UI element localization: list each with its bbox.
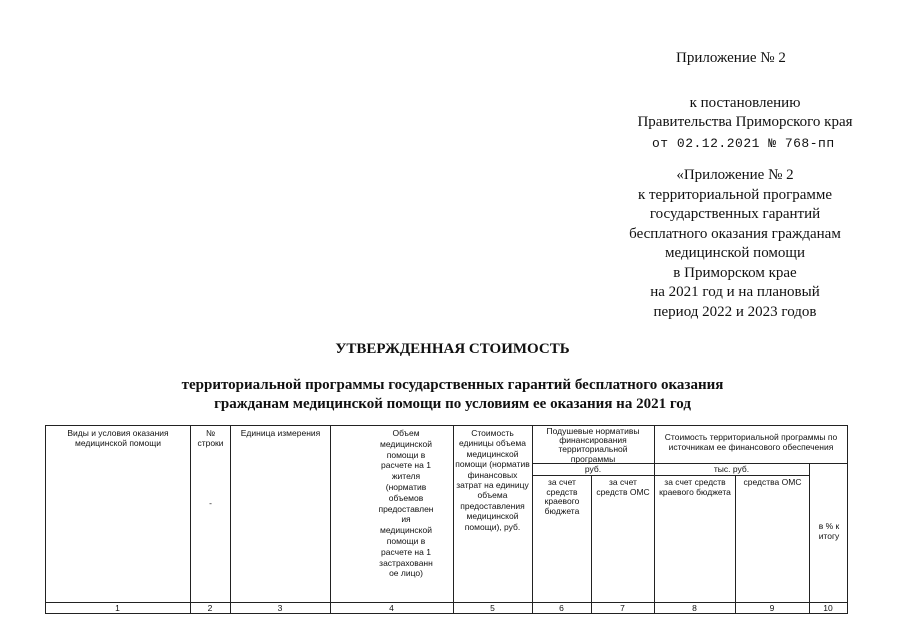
- table-border-top: [45, 425, 848, 426]
- column-number: 3: [277, 604, 283, 613]
- column-divider: [735, 475, 736, 614]
- header-service-type: Виды и условия оказания медицинской помощи: [67, 429, 169, 448]
- header-unit-rub: руб.: [584, 464, 602, 474]
- subtitle-line: гражданам медицинской помощи по условиям ее оказания на 2021 год: [214, 396, 691, 412]
- header-unit: Единица измерения: [240, 429, 321, 438]
- header-row-number: № строки: [197, 429, 224, 448]
- header-norms-regional-budget: за счет средств краевого бюджета: [544, 478, 580, 516]
- document-subtitle: [0, 376, 905, 414]
- column-divider: [532, 425, 533, 614]
- subtitle-line: территориальной программы государственных гарантий бесплатного оказания: [181, 377, 724, 393]
- program-line: к территориальной программе: [637, 186, 833, 203]
- program-line: на 2021 год и на плановый: [650, 284, 820, 300]
- header-unit-thousand-rub: тыс. руб.: [713, 464, 750, 474]
- column-divider: [809, 463, 810, 614]
- header-per-capita-norms: Подушевые нормативы финансирования территориальной программы: [546, 427, 640, 464]
- header-program-cost: Стоимость территориальной программы по источникам ее финансового обеспечения: [664, 433, 838, 452]
- appendix-label: Приложение № 2: [676, 50, 786, 66]
- cost-table: [45, 425, 848, 614]
- decree-reference: [615, 94, 875, 132]
- row-number-mark: -: [209, 499, 212, 508]
- program-line: период 2022 и 2023 годов: [653, 303, 817, 320]
- column-divider: [591, 475, 592, 614]
- header-percent-of-total: в % к итогу: [818, 522, 840, 541]
- column-number: 7: [620, 604, 625, 613]
- document-title: УТВЕРЖДЕННАЯ СТОИМОСТЬ: [335, 341, 570, 357]
- row-divider: [45, 602, 848, 603]
- decree-line: Правительства Приморского края: [637, 114, 853, 130]
- program-line: бесплатного оказания гражданам: [629, 225, 841, 242]
- column-number: 10: [823, 604, 833, 613]
- header-norms-oms: за счет средств ОМС: [596, 478, 650, 497]
- column-divider: [190, 425, 191, 614]
- header-cost-oms: средства ОМС: [743, 478, 802, 487]
- header-cost-regional-budget: за счет средств краевого бюджета: [659, 478, 731, 497]
- column-divider: [330, 425, 331, 614]
- decree-date: от 02.12.2021 № 768-пп: [652, 136, 835, 151]
- program-line: в Приморском крае: [673, 264, 797, 281]
- column-divider: [654, 425, 655, 614]
- column-divider: [230, 425, 231, 614]
- table-border-left: [45, 425, 46, 614]
- column-number: 2: [207, 604, 213, 613]
- row-divider: [532, 475, 809, 476]
- header-unit-cost: Стоимость единицы объема медицинской помощи (норматив финансовых затрат на единицу объема предоставления медицинской помощи), руб.: [455, 428, 530, 532]
- program-line: медицинской помощи: [665, 245, 805, 261]
- column-number: 1: [115, 604, 120, 613]
- column-number: 8: [692, 604, 697, 613]
- decree-line: к постановлению: [689, 95, 801, 111]
- column-number: 4: [389, 604, 394, 613]
- header-volume: Объем медицинской помощи в расчете на 1 жителя (норматив объемов предоставлен ия медицинской помощи в расчете на 1 застрахованн ое лицо): [378, 428, 434, 579]
- table-border-right: [847, 425, 848, 614]
- program-line: государственных гарантий: [649, 206, 821, 222]
- column-number: 9: [769, 604, 775, 613]
- program-reference: [600, 166, 870, 322]
- column-number: 5: [490, 604, 495, 613]
- column-number: 6: [559, 604, 564, 613]
- program-line: «Приложение № 2: [676, 167, 794, 183]
